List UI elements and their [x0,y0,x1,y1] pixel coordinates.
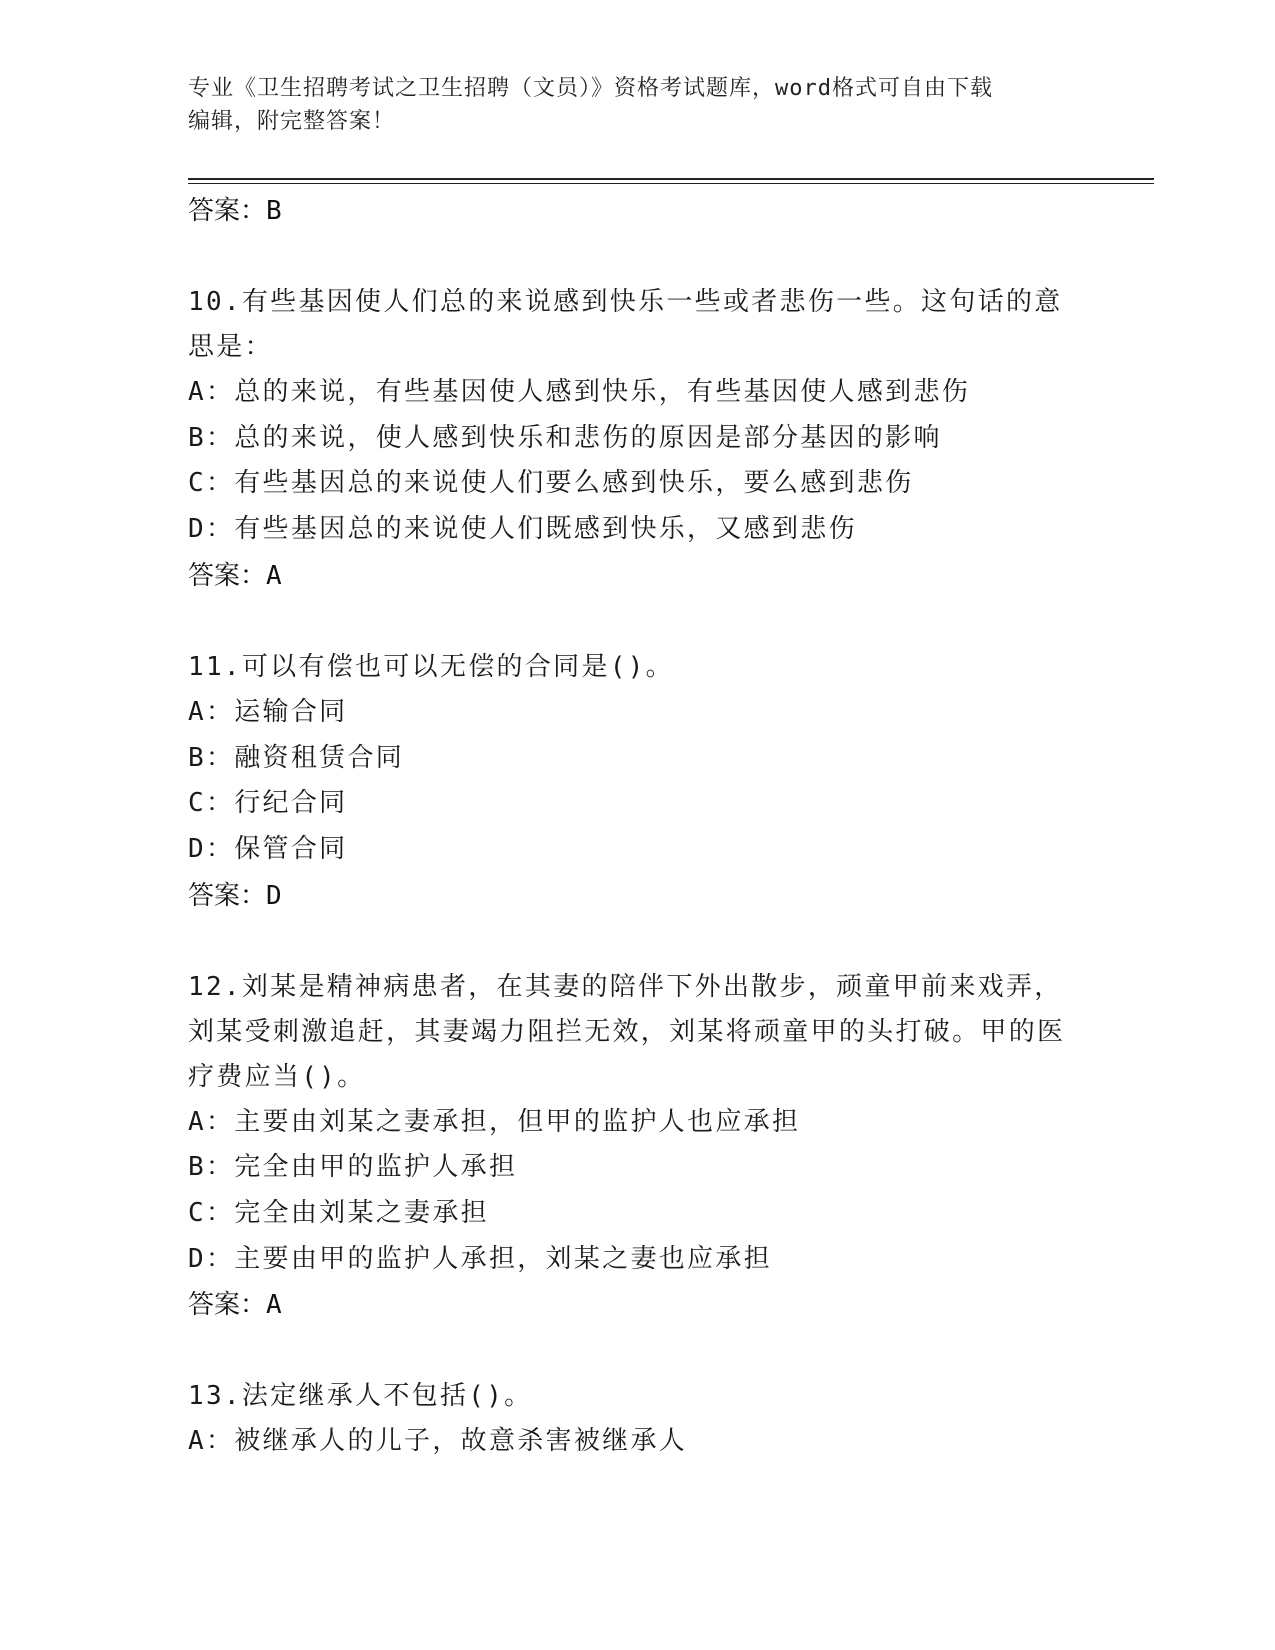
option-d: D：有些基因总的来说使人们既感到快乐，又感到悲伤 [188,514,857,545]
question-list [188,188,1088,1465]
option-b: B：融资租赁合同 [188,742,405,773]
header-divider [188,178,1154,180]
header-line-2: 编辑，附完整答案！ [188,109,396,134]
answer-line [188,188,1088,234]
header-line-1: 专业《卫生招聘考试之卫生招聘（文员）》资格考试题库，word格式可自由下载 [188,76,993,101]
document-header [188,72,1068,138]
answer-value: A [266,560,282,591]
answer-label: 答案： [188,196,267,226]
option-a: A：被继承人的儿子，故意杀害被继承人 [188,1426,688,1457]
option-a: A：总的来说，有些基因使人感到快乐，有些基因使人感到悲伤 [188,377,971,407]
answer-line [188,873,1088,919]
answer-value: A [266,1290,282,1321]
option-d: D：保管合同 [188,833,348,864]
question-stem: 13.法定继承人不包括()。 [188,1381,533,1412]
option-d: D：主要由甲的监护人承担，刘某之妻也应承担 [188,1243,772,1274]
question-stem: 10.有些基因使人们总的来说感到快乐一些或者悲伤一些。这句话的意思是： [188,287,1063,362]
option-c: C：有些基因总的来说使人们要么感到快乐，要么感到悲伤 [188,468,914,499]
answer-value: D [266,880,282,911]
answer-label: 答案： [188,880,267,911]
answer-label: 答案： [188,560,267,591]
option-b: B：总的来说，使人感到快乐和悲伤的原因是部分基因的影响 [188,422,942,453]
option-c: C：行纪合同 [188,788,348,819]
question-stem: 12.刘某是精神病患者，在其妻的陪伴下外出散步，顽童甲前来戏弄，刘某受刺激追赶，其妻竭力阻拦无效，刘某将顽童甲的头打破。甲的医疗费应当()。 [188,971,1066,1092]
option-c: C：完全由刘某之妻承担 [188,1198,489,1229]
option-a: A：运输合同 [188,696,348,727]
option-a: A：主要由刘某之妻承担，但甲的监护人也应承担 [188,1106,801,1137]
question-stem: 11.可以有偿也可以无偿的合同是()。 [188,651,674,682]
answer-line [188,1282,1088,1328]
answer-value: B [266,196,282,226]
header-divider-thin [188,183,1154,184]
option-b: B：完全由甲的监护人承担 [188,1152,518,1183]
answer-label: 答案： [188,1290,267,1321]
answer-line [188,553,1088,599]
